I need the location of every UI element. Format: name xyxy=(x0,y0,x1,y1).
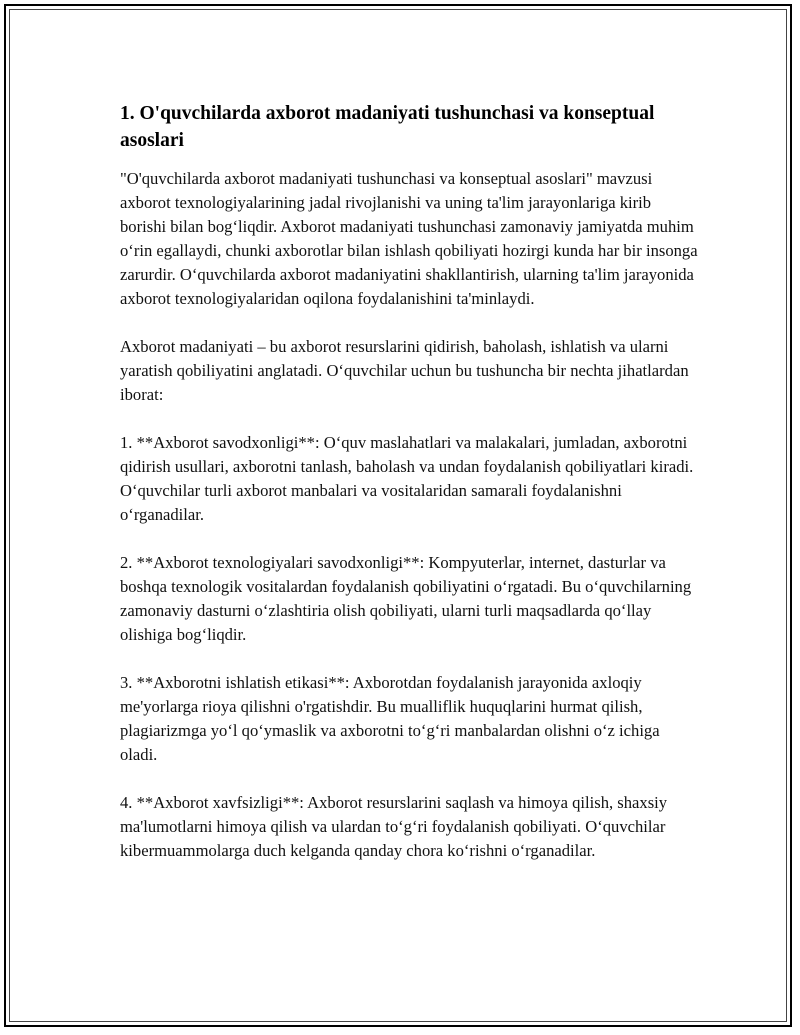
intro-paragraph: "O'quvchilarda axborot madaniyati tushunchasi va konseptual asoslari" mavzusi axborot texnologiyalarining jadal rivojlanishi va uning ta'lim jarayonlariga kirib borishi bilan bog‘liqdir. Axborot madaniyati tushunchasi zamonaviy jamiyatda muhim o‘rin egallaydi, chunki axborotlar bilan ishlash qobiliyati hozirgi kunda har bir insonga zarurdir. O‘quvchilarda axborot madaniyatini shakllantirish, ularning ta'lim jarayonida axborot texnologiyalaridan oqilona foydalanishini ta'minlaydi. xyxy=(120,169,698,308)
document-body xyxy=(120,100,700,887)
list-item-1: 1. **Axborot savodxonligi**: O‘quv maslahatlari va malakalari, jumladan, axborotni qidirish usullari, axborotni tanlash, baholash va undan foydalanish qobiliyatlari kiradi. O‘quvchilar turli axborot manbalari va vositalaridan samarali foydalanishni o‘rganadilar. xyxy=(120,433,694,524)
list-item-2: 2. **Axborot texnologiyalari savodxonligi**: Kompyuterlar, internet, dasturlar va boshqa texnologik vositalardan foydalanish qobiliyatini o‘rgatadi. Bu o‘quvchilarning zamonaviy dasturni o‘zlashtiria olish qobiliyati, ularni turli maqsadlarda qo‘llay olishiga bog‘liqdir. xyxy=(120,553,692,644)
list-item-3: 3. **Axborotni ishlatish etikasi**: Axborotdan foydalanish jarayonida axloqiy me'yorlarga rioya qilishni o'rgatishdir. Bu mualliflik huquqlarini hurmat qilish, plagiarizmga yo‘l qo‘ymaslik va axborotni to‘g‘ri manbalardan olishni o‘z ichiga oladi. xyxy=(120,673,660,764)
section-heading: 1. O'quvchilarda axborot madaniyati tushunchasi va konseptual asoslari xyxy=(120,103,655,151)
definition-paragraph: Axborot madaniyati – bu axborot resurslarini qidirish, baholash, ishlatish va ularni yaratish qobiliyatini anglatadi. O‘quvchilar uchun bu tushuncha bir nechta jihatlardan iborat: xyxy=(120,337,689,404)
list-item-4: 4. **Axborot xavfsizligi**: Axborot resurslarini saqlash va himoya qilish, shaxsiy ma'lumotlarni himoya qilish va ulardan to‘g‘ri foydalanish qobiliyati. O‘quvchilar kibermuammolarga duch kelganda qanday chora ko‘rishni o‘rganadilar. xyxy=(120,793,668,860)
page-frame xyxy=(4,4,792,1027)
